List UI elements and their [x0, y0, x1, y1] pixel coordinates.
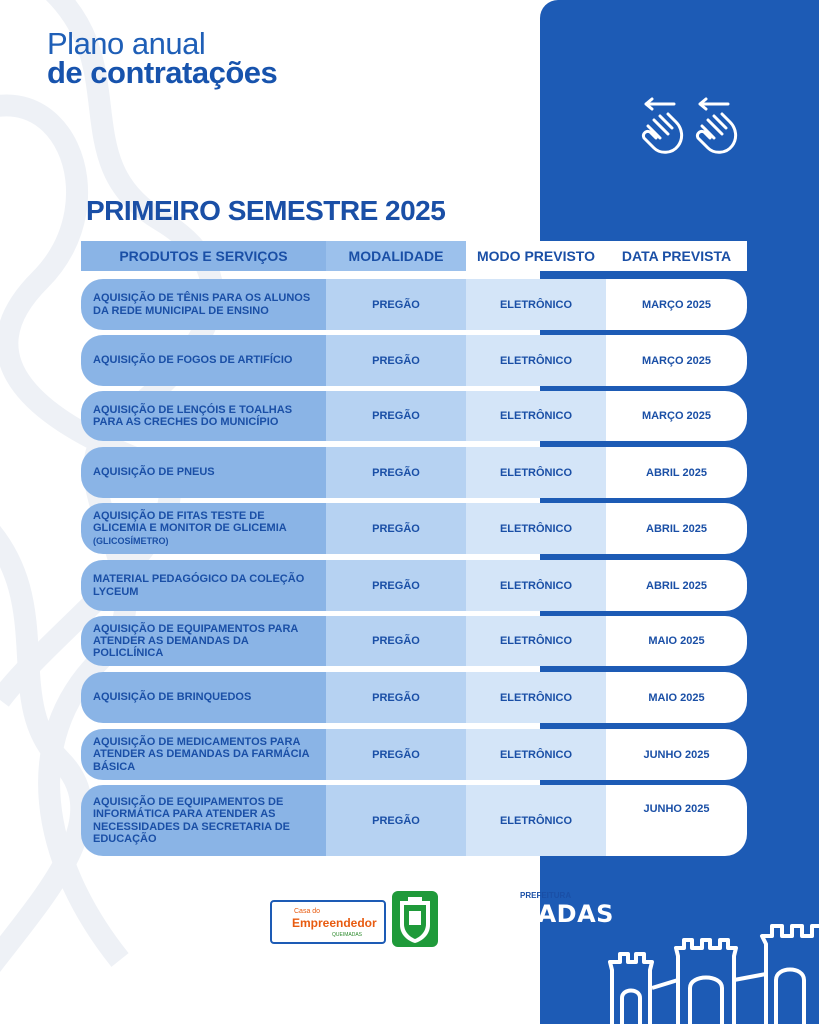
cell-modalidade: PREGÃO — [326, 447, 466, 498]
table-row — [81, 503, 747, 554]
cell-modalidade: PREGÃO — [326, 391, 466, 441]
page-title-line1: Plano anual — [47, 26, 206, 61]
swipe-left-hand-icon — [694, 96, 742, 160]
cell-produto: AQUISIÇÃO DE PNEUS — [81, 447, 326, 498]
cell-data: MARÇO 2025 — [606, 335, 747, 386]
cell-modo: ELETRÔNICO — [466, 279, 606, 330]
cell-data: MARÇO 2025 — [606, 279, 747, 330]
column-header-produtos: PRODUTOS E SERVIÇOS — [81, 241, 326, 271]
cell-produto: AQUISIÇÃO DE FOGOS DE ARTIFÍCIO — [81, 335, 326, 386]
table-row — [81, 279, 747, 330]
cell-produto: AQUISIÇÃO DE EQUIPAMENTOS DE INFORMÁTICA PARA ATENDER AS NECESSIDADES DA SECRETARIA DE EDUCAÇÃO — [81, 785, 326, 856]
city-slogan: CIDADE QUE CUIDA INOVANDO — [452, 933, 525, 947]
partner-logo-line3: QUEIMADAS — [332, 932, 363, 938]
casa-empreendedor-logo — [270, 900, 386, 944]
cell-data: ABRIL 2025 — [606, 560, 747, 611]
cell-data: MARÇO 2025 — [606, 391, 747, 441]
column-header-data: DATA PREVISTA — [606, 241, 747, 271]
page-title-line2: de contratações — [47, 55, 278, 90]
cell-modalidade: PREGÃO — [326, 335, 466, 386]
cell-modo: ELETRÔNICO — [466, 447, 606, 498]
cell-modo: ELETRÔNICO — [466, 785, 606, 856]
cell-modo: ELETRÔNICO — [466, 616, 606, 666]
cell-modo: ELETRÔNICO — [466, 335, 606, 386]
table-row — [81, 335, 747, 386]
cell-modo: ELETRÔNICO — [466, 391, 606, 441]
cell-modo: ELETRÔNICO — [466, 729, 606, 780]
cell-produto-note: (GLICOSÍMETRO) — [93, 535, 169, 546]
city-name: QUEIMADAS — [446, 900, 614, 928]
cell-modo: ELETRÔNICO — [466, 503, 606, 554]
cell-produto: MATERIAL PEDAGÓGICO DA COLEÇÃO LYCEUM — [81, 560, 326, 611]
cell-produto: AQUISIÇÃO DE BRINQUEDOS — [81, 672, 326, 723]
prefeitura-label: PREFEITURA — [520, 891, 572, 900]
table-row — [81, 616, 747, 666]
cell-modalidade: PREGÃO — [326, 503, 466, 554]
city-shield-icon — [392, 891, 438, 947]
swipe-left-hand-icon — [640, 96, 688, 160]
cell-data: ABRIL 2025 — [606, 503, 747, 554]
cell-modalidade: PREGÃO — [326, 672, 466, 723]
table-header — [81, 241, 747, 271]
cell-produto — [81, 503, 326, 554]
footer-logos — [270, 891, 614, 947]
semester-title: PRIMEIRO SEMESTRE 2025 — [86, 195, 446, 226]
table-row — [81, 391, 747, 441]
cell-modo: ELETRÔNICO — [466, 560, 606, 611]
cell-produto-text: AQUISIÇÃO DE FITAS TESTE DE GLICEMIA E MONITOR DE GLICEMIA — [93, 510, 287, 535]
cell-data: MAIO 2025 — [606, 672, 747, 723]
table-row — [81, 672, 747, 723]
partner-logo-line1: Casa do — [294, 908, 321, 915]
cell-modalidade: PREGÃO — [326, 279, 466, 330]
cell-data: JUNHO 2025 — [606, 729, 747, 780]
table-row — [81, 785, 747, 856]
cell-data: ABRIL 2025 — [606, 447, 747, 498]
cell-produto: AQUISIÇÃO DE LENÇÓIS E TOALHAS PARA AS CRECHES DO MUNICÍPIO — [81, 391, 326, 441]
cell-modalidade: PREGÃO — [326, 785, 466, 856]
cell-data: MAIO 2025 — [606, 616, 747, 666]
cell-produto: AQUISIÇÃO DE EQUIPAMENTOS PARA ATENDER AS DEMANDAS DA POLICLÍNICA — [81, 616, 326, 666]
table-row — [81, 729, 747, 780]
cell-produto: AQUISIÇÃO DE TÊNIS PARA OS ALUNOS DA REDE MUNICIPAL DE ENSINO — [81, 279, 326, 330]
cell-modo: ELETRÔNICO — [466, 672, 606, 723]
cell-modalidade: PREGÃO — [326, 560, 466, 611]
cell-modalidade: PREGÃO — [326, 616, 466, 666]
table-row — [81, 560, 747, 611]
cell-modalidade: PREGÃO — [326, 729, 466, 780]
partner-logo-line2: Empreendedor — [292, 916, 377, 930]
cell-data: JUNHO 2025 — [606, 785, 747, 856]
column-header-modalidade: MODALIDADE — [326, 241, 466, 271]
table-row — [81, 447, 747, 498]
column-header-modo: MODO PREVISTO — [466, 241, 606, 271]
castle-illustration-icon — [606, 918, 819, 1024]
cell-produto: AQUISIÇÃO DE MEDICAMENTOS PARA ATENDER AS DEMANDAS DA FARMÁCIA BÁSICA — [81, 729, 326, 780]
